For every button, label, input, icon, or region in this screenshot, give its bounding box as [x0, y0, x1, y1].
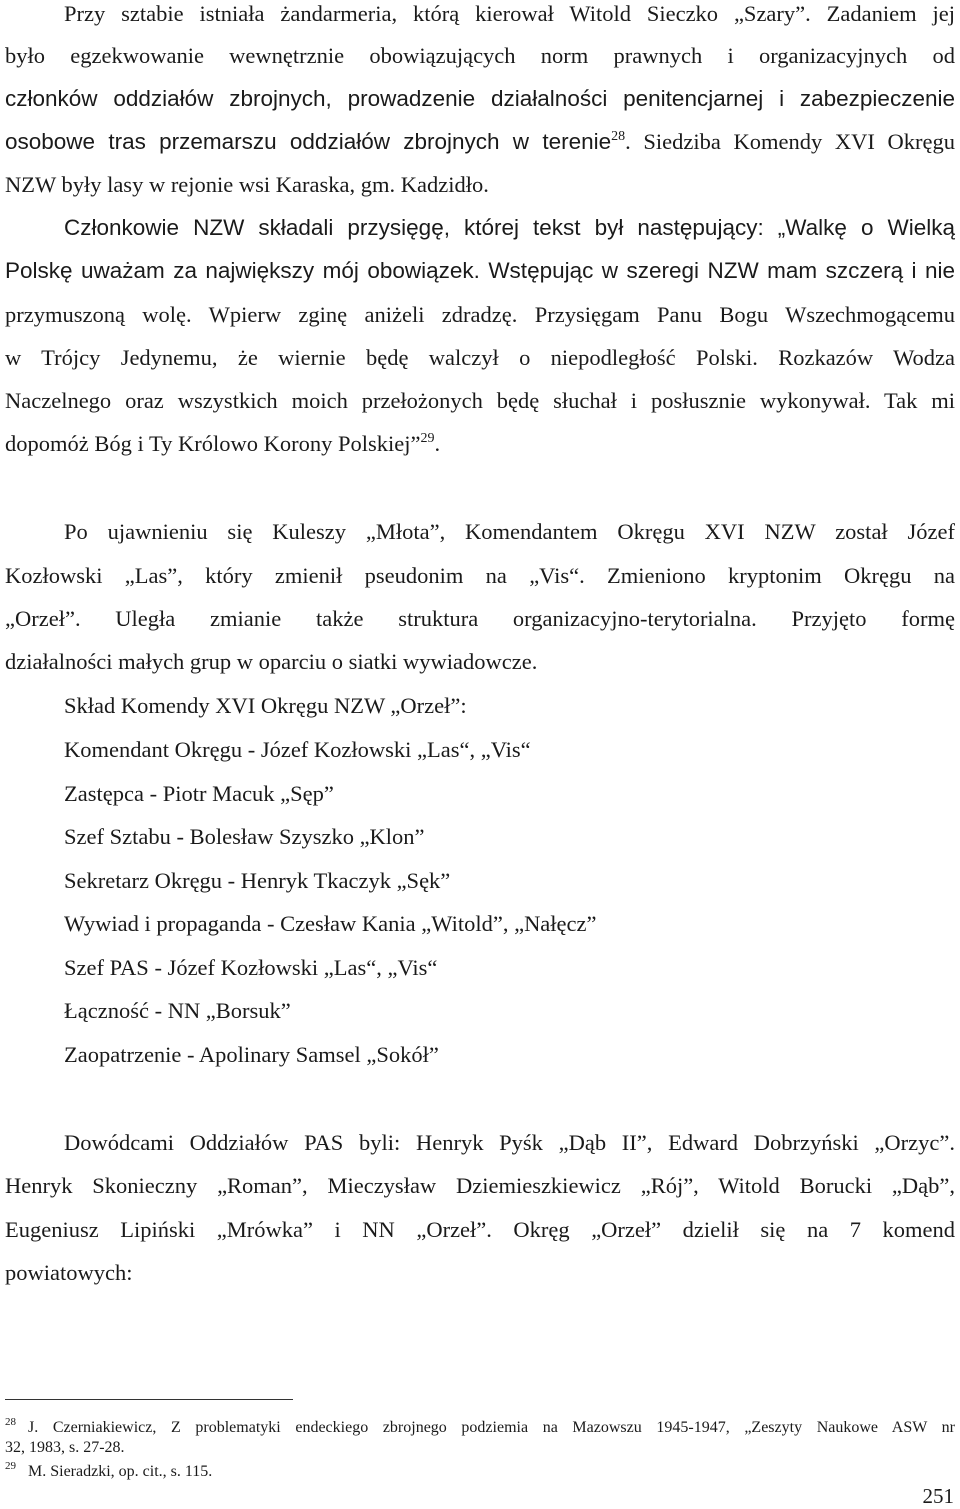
paragraph-1-line-4-text: osobowe tras przemarszu oddziałów zbrojnych w terenie: [5, 129, 612, 154]
footnote-29-text: M. Sieradzki, op. cit., s. 115.: [28, 1463, 213, 1480]
page-number: 251: [922, 1484, 954, 1508]
footnote-28-text: J. Czerniakiewicz, Z problematyki endeckiego zbrojnego podziemia na Mazowszu 1945-1947, „Zeszyty Naukowe ASW nr: [28, 1419, 955, 1436]
paragraph-2-line-6: [5, 430, 955, 458]
paragraph-4-line-3: Eugeniusz Lipiński „Mrówka” i NN „Orzeł”. Okręg „Orzeł” dzielił się na 7 komend: [5, 1217, 955, 1242]
paragraph-3-line-3: „Orzeł”. Uległa zmianie także struktura organizacyjno-terytorialna. Przyjęto formę: [5, 606, 955, 631]
footnote-28-continuation: 32, 1983, s. 27-28.: [5, 1439, 125, 1456]
command-member: Sekretarz Okręgu - Henryk Tkaczyk „Sęk”: [64, 868, 451, 893]
paragraph-3-line-2: Kozłowski „Las”, który zmienił pseudonim na „Vis“. Zmieniono kryptonim Okręgu na: [5, 563, 955, 588]
footnote-29: [5, 1462, 955, 1481]
paragraph-1-line-4-tail: . Siedziba Komendy XVI Okręgu: [625, 129, 955, 154]
paragraph-2-line-6-text: dopomóż Bóg i Ty Królowo Korony Polskiej”: [5, 431, 421, 456]
paragraph-1-line-5: NZW były lasy w rejonie wsi Karaska, gm. Kadzidło.: [5, 172, 489, 197]
paragraph-2-line-2: Polskę uważam za największy mój obowiązek. Wstępując w szeregi NZW mam szczerą i nie: [5, 258, 955, 283]
paragraph-4-line-4: powiatowych:: [5, 1260, 133, 1285]
paragraph-2-line-5: Naczelnego oraz wszystkich moich przełożonych będę słuchał i posłusznie wykonywał. Tak mi: [5, 388, 955, 413]
paragraph-2-line-6-tail: .: [434, 431, 441, 456]
command-member: Komendant Okręgu - Józef Kozłowski „Las“, „Vis“: [64, 737, 531, 762]
paragraph-1-line-4: [5, 128, 955, 156]
paragraph-1-line-3: członków oddziałów zbrojnych, prowadzenie działalności penitencjarnej i zabezpieczenie: [5, 86, 955, 111]
command-member: Wywiad i propaganda - Czesław Kania „Witold”, „Nałęcz”: [64, 911, 597, 936]
footnote-28-number: 28: [5, 1416, 16, 1428]
paragraph-4-line-2: Henryk Skonieczny „Roman”, Mieczysław Dziemieszkiewicz „Rój”, Witold Borucki „Dąb”,: [5, 1173, 955, 1198]
command-member: Szef Sztabu - Bolesław Szyszko „Klon”: [64, 824, 425, 849]
command-member: Szef PAS - Józef Kozłowski „Las“, „Vis“: [64, 955, 438, 980]
command-member: Zastępca - Piotr Macuk „Sęp”: [64, 781, 334, 806]
command-heading: Skład Komendy XVI Okręgu NZW „Orzeł”:: [64, 693, 467, 718]
footnote-29-number: 29: [5, 1460, 16, 1472]
paragraph-3-line-4: działalności małych grup w oparciu o siatki wywiadowcze.: [5, 649, 538, 674]
footnote-ref-28[interactable]: 28: [611, 129, 626, 144]
command-member: Łączność - NN „Borsuk”: [64, 998, 291, 1023]
footnote-ref-29[interactable]: 29: [420, 431, 435, 446]
paragraph-2-line-4: w Trójcy Jedynemu, że wiernie będę walczył o niepodległość Polski. Rozkazów Wodza: [5, 345, 955, 370]
paragraph-1-line-1: Przy sztabie istniała żandarmeria, którą kierował Witold Sieczko „Szary”. Zadaniem jej: [64, 1, 955, 26]
paragraph-2-line-3: przymuszoną wolę. Wpierw zginę aniżeli zdradzę. Przysięgam Panu Bogu Wszechmogącemu: [5, 302, 955, 327]
footnote-28: [5, 1418, 955, 1437]
paragraph-2-line-1: Członkowie NZW składali przysięgę, której tekst był następujący: „Walkę o Wielką: [64, 215, 955, 240]
command-member: Zaopatrzenie - Apolinary Samsel „Sokół”: [64, 1042, 439, 1067]
footnote-separator: [5, 1399, 293, 1400]
paragraph-4-line-1: Dowódcami Oddziałów PAS byli: Henryk Pyśk „Dąb II”, Edward Dobrzyński „Orzyc”.: [64, 1130, 955, 1155]
paragraph-1-line-2: było egzekwowanie wewnętrznie obowiązujących norm prawnych i organizacyjnych od: [5, 43, 955, 68]
paragraph-3-line-1: Po ujawnieniu się Kuleszy „Młota”, Komendantem Okręgu XVI NZW został Józef: [64, 519, 955, 544]
